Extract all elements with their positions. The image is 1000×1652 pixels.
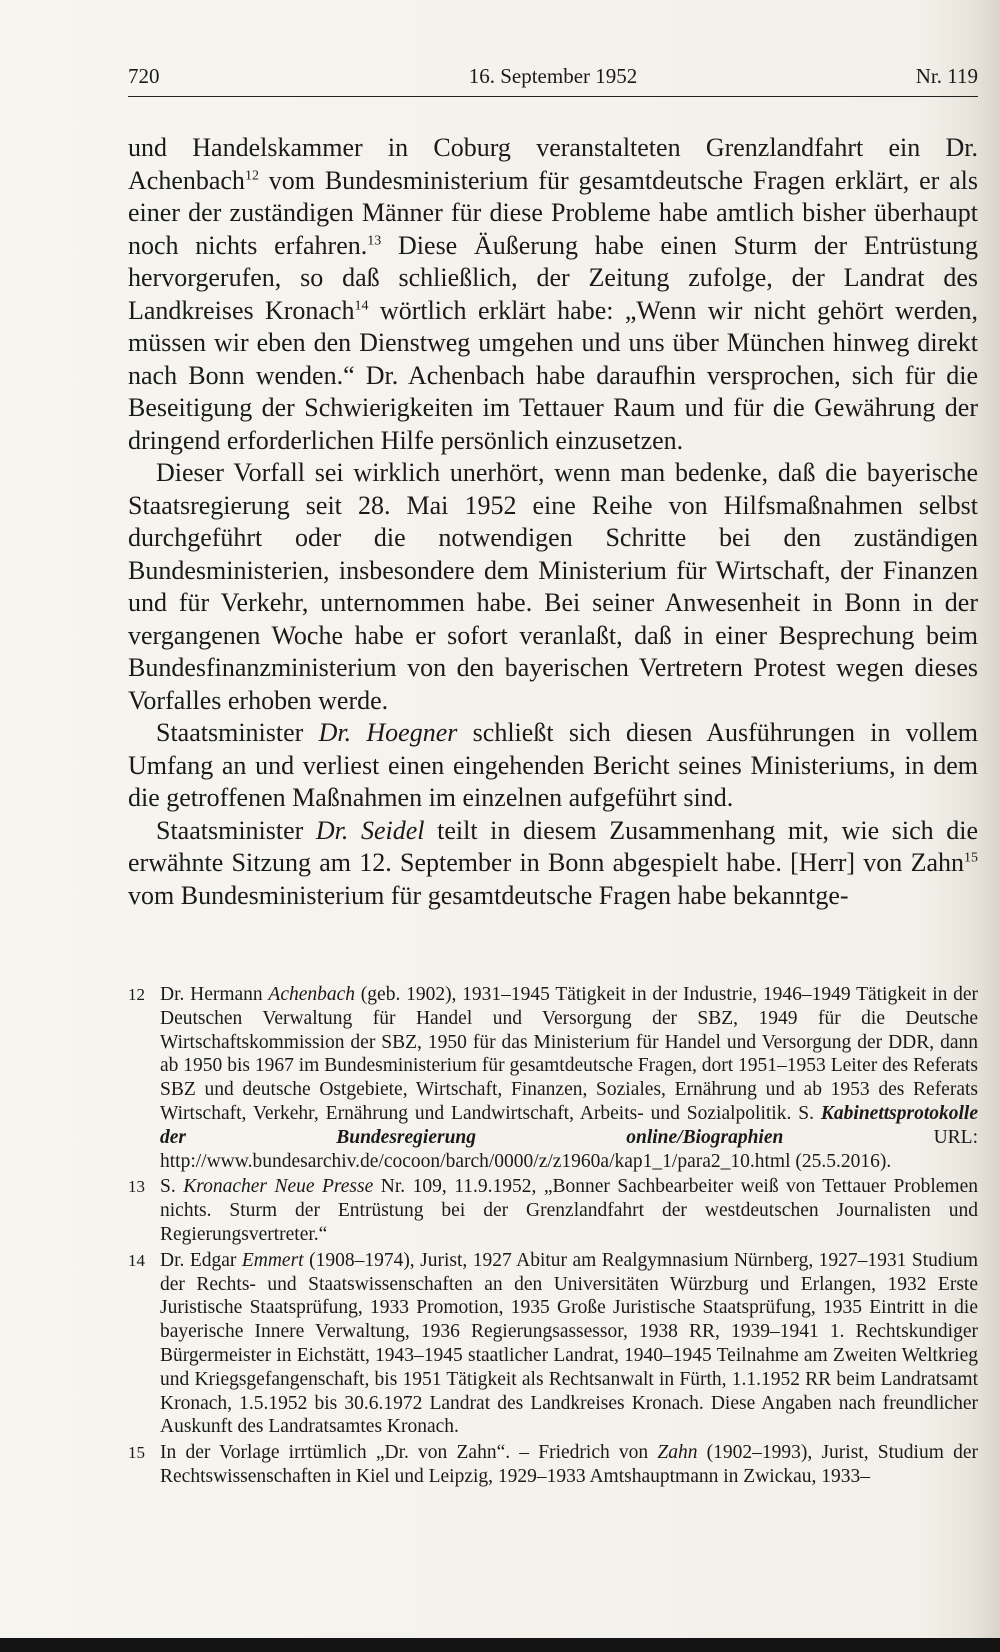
footnote-number: 13 xyxy=(128,1177,145,1197)
footnote-number: 12 xyxy=(128,985,145,1004)
footnote-12 xyxy=(128,983,978,1173)
footnote-14 xyxy=(128,1249,978,1439)
person-name: Zahn xyxy=(657,1442,698,1464)
running-header xyxy=(128,64,978,97)
text-run: (geb. 1902), 1931–1945 Tätigkeit in der Industrie, 1946–1949 Tätigkeit in der Deutschen Verwaltung für Handel und Versorgung der SBZ, 1949 für die Deutsche Wirtschaftskommission der SBZ, 1950 für das Ministerium für Handel und Versorgung der DDR, dann ab 1950 bis 1967 im Bundesministerium für gesamtdeutsche Fragen, dort 1951–1953 Leiter des Referats SBZ und deutsche Ostgebiete, Wirtschaft, Finanzen, Soziales, Ernährung und ab 1953 des Referats Wirtschaft, Verkehr, Ernährung und Landwirtschaft, Arbeits- und Sozialpolitik. S. xyxy=(160,984,979,1124)
person-name: Achenbach xyxy=(268,984,356,1005)
text-run: schließt sich diesen Ausführungen in vollem Umfang an und verliest einen eingehenden Bericht seines Ministeriums, in dem die getroffenen Maßnahmen im einzelnen aufgeführt sind. xyxy=(128,718,978,812)
footnote-number: 14 xyxy=(128,1250,145,1270)
text-run: Nr. 109, 11.9.1952, „Bonner Sachbearbeiter weiß von Tettauer Problemen nichts. Sturm der Entrüstung bei der Grenzlandfahrt der westdeutschen Journalisten und Regierungsvertreter.“ xyxy=(160,1176,978,1245)
text-run: wörtlich erklärt habe: „Wenn wir nicht gehört werden, müssen wir eben den Dienstweg umgehen und uns über München hinweg direkt nach Bonn wenden.“ Dr. Achenbach habe daraufhin versprochen, sich für die Beseitigung der Schwierigkeiten im Tettauer Raum und für die Gewährung der dringend erforderlichen Hilfe persönlich einzusetzen. xyxy=(128,295,978,455)
footnote-ref-15[interactable]: 15 xyxy=(964,850,978,866)
issue-number: Nr. 119 xyxy=(915,64,978,88)
text-run: (1908–1974), Jurist, 1927 Abitur am Realgymnasium Nürnberg, 1927–1931 Studium der Rechts- und Staatswissenschaften an den Universitäten Würzburg und Erlangen, 1932 Erste Juristische Staatsprüfung, 1933 Promotion, 1935 Große Juristische Staatsprüfung, 1935 Eintritt in die bayerische Innere Verwaltung, 1936 Regierungsassessor, 1938 RR, 1939–1941 1. Rechtskundiger Bürgermeister in Eichstätt, 1943–1945 staatlicher Landrat, 1940–1945 Teilnahme am Zweiten Weltkrieg und Kriegsgefangenschaft, bis 1951 Tätigkeit als Rechtsanwalt in Fürth, 1.1.1952 RR beim Landratsamt Kronach, 1.5.1952 bis 30.6.1972 Landrat des Landkreises Kronach. Diese Angaben nach freundlicher Auskunft des Landratsamtes Kronach. xyxy=(160,1249,978,1438)
page-number: 720 xyxy=(128,64,160,88)
paragraph-4 xyxy=(128,815,978,913)
text-run: Dr. Edgar xyxy=(160,1249,242,1271)
person-name: Dr. Hoegner xyxy=(318,718,458,747)
text-run: Diese Äußerung habe einen Sturm der Entrüstung hervorgerufen, so daß schließlich, der Zeitung zufolge, der Landrat des Landkreises Kronach xyxy=(128,230,978,325)
paragraph-3 xyxy=(128,717,978,815)
text-run: Staatsminister xyxy=(156,718,319,747)
text-run: vom Bundesministerium für gesamtdeutsche Fragen erklärt, er als einer der zuständigen Männer für diese Probleme habe amtlich bisher überhaupt noch nichts erfahren. xyxy=(128,165,978,260)
main-text xyxy=(128,132,978,912)
text-run: Staatsminister xyxy=(156,815,316,845)
text-run: URL: http://www.bundesarchiv.de/cocoon/barch/0000/z/z1960a/kap1_1/para2_10.html (25.5.2016). xyxy=(160,1126,979,1172)
scan-edge xyxy=(0,1638,1000,1652)
footnote-15 xyxy=(128,1441,978,1489)
footnote-number: 15 xyxy=(128,1443,145,1463)
header-date: 16. September 1952 xyxy=(468,64,638,88)
footnotes xyxy=(128,983,978,1491)
person-name: Dr. Seidel xyxy=(315,815,425,845)
text-run: In der Vorlage irrtümlich „Dr. von Zahn“. – Friedrich von xyxy=(160,1442,658,1464)
footnote-13 xyxy=(128,1175,978,1246)
text-run: vom Bundesministerium für gesamtdeutsche Fragen habe bekanntge- xyxy=(128,880,849,910)
footnote-ref-12[interactable]: 12 xyxy=(244,167,259,183)
text-run: teilt in diesem Zusammenhang mit, wie sich die erwähnte Sitzung am 12. September in Bonn abgespielt habe. [Herr] von Zahn xyxy=(128,815,978,877)
text-run: Dr. Hermann xyxy=(160,984,269,1005)
footnote-ref-13[interactable]: 13 xyxy=(367,232,382,248)
paragraph-2: Dieser Vorfall sei wirklich unerhört, wenn man bedenke, daß die bayerische Staatsregierung seit 28. Mai 1952 eine Reihe von Hilfsmaßnahmen selbst durchgeführt oder die notwendigen Schritte bei den zuständigen Bundesministerien, insbesondere dem Ministerium für Wirtschaft, der Finanzen und für Verkehr, unternommen habe. Bei seiner Anwesenheit in Bonn in der vergangenen Woche habe er sofort veranlaßt, daß in einer Besprechung beim Bundesfinanzministerium von den bayerischen Vertretern Protest wegen dieses Vorfalles erhoben werde. xyxy=(128,458,978,715)
footnote-ref-14[interactable]: 14 xyxy=(354,297,369,313)
text-run: S. xyxy=(160,1176,184,1198)
text-run: und Handelskammer in Coburg veranstalteten Grenzlandfahrt ein Dr. Achenbach xyxy=(128,133,978,195)
person-name: Emmert xyxy=(241,1249,304,1271)
newspaper-title: Kronacher Neue Presse xyxy=(183,1176,374,1198)
paragraph-1 xyxy=(128,132,978,457)
source-title: Kabinettsprotokolle der Bundesregierung online/Biographien xyxy=(160,1102,978,1148)
text-run: (1902–1993), Jurist, Studium der Rechtswissenschaften in Kiel und Leipzig, 1929–1933 Amtshauptmann in Zwickau, 1933– xyxy=(160,1442,978,1487)
